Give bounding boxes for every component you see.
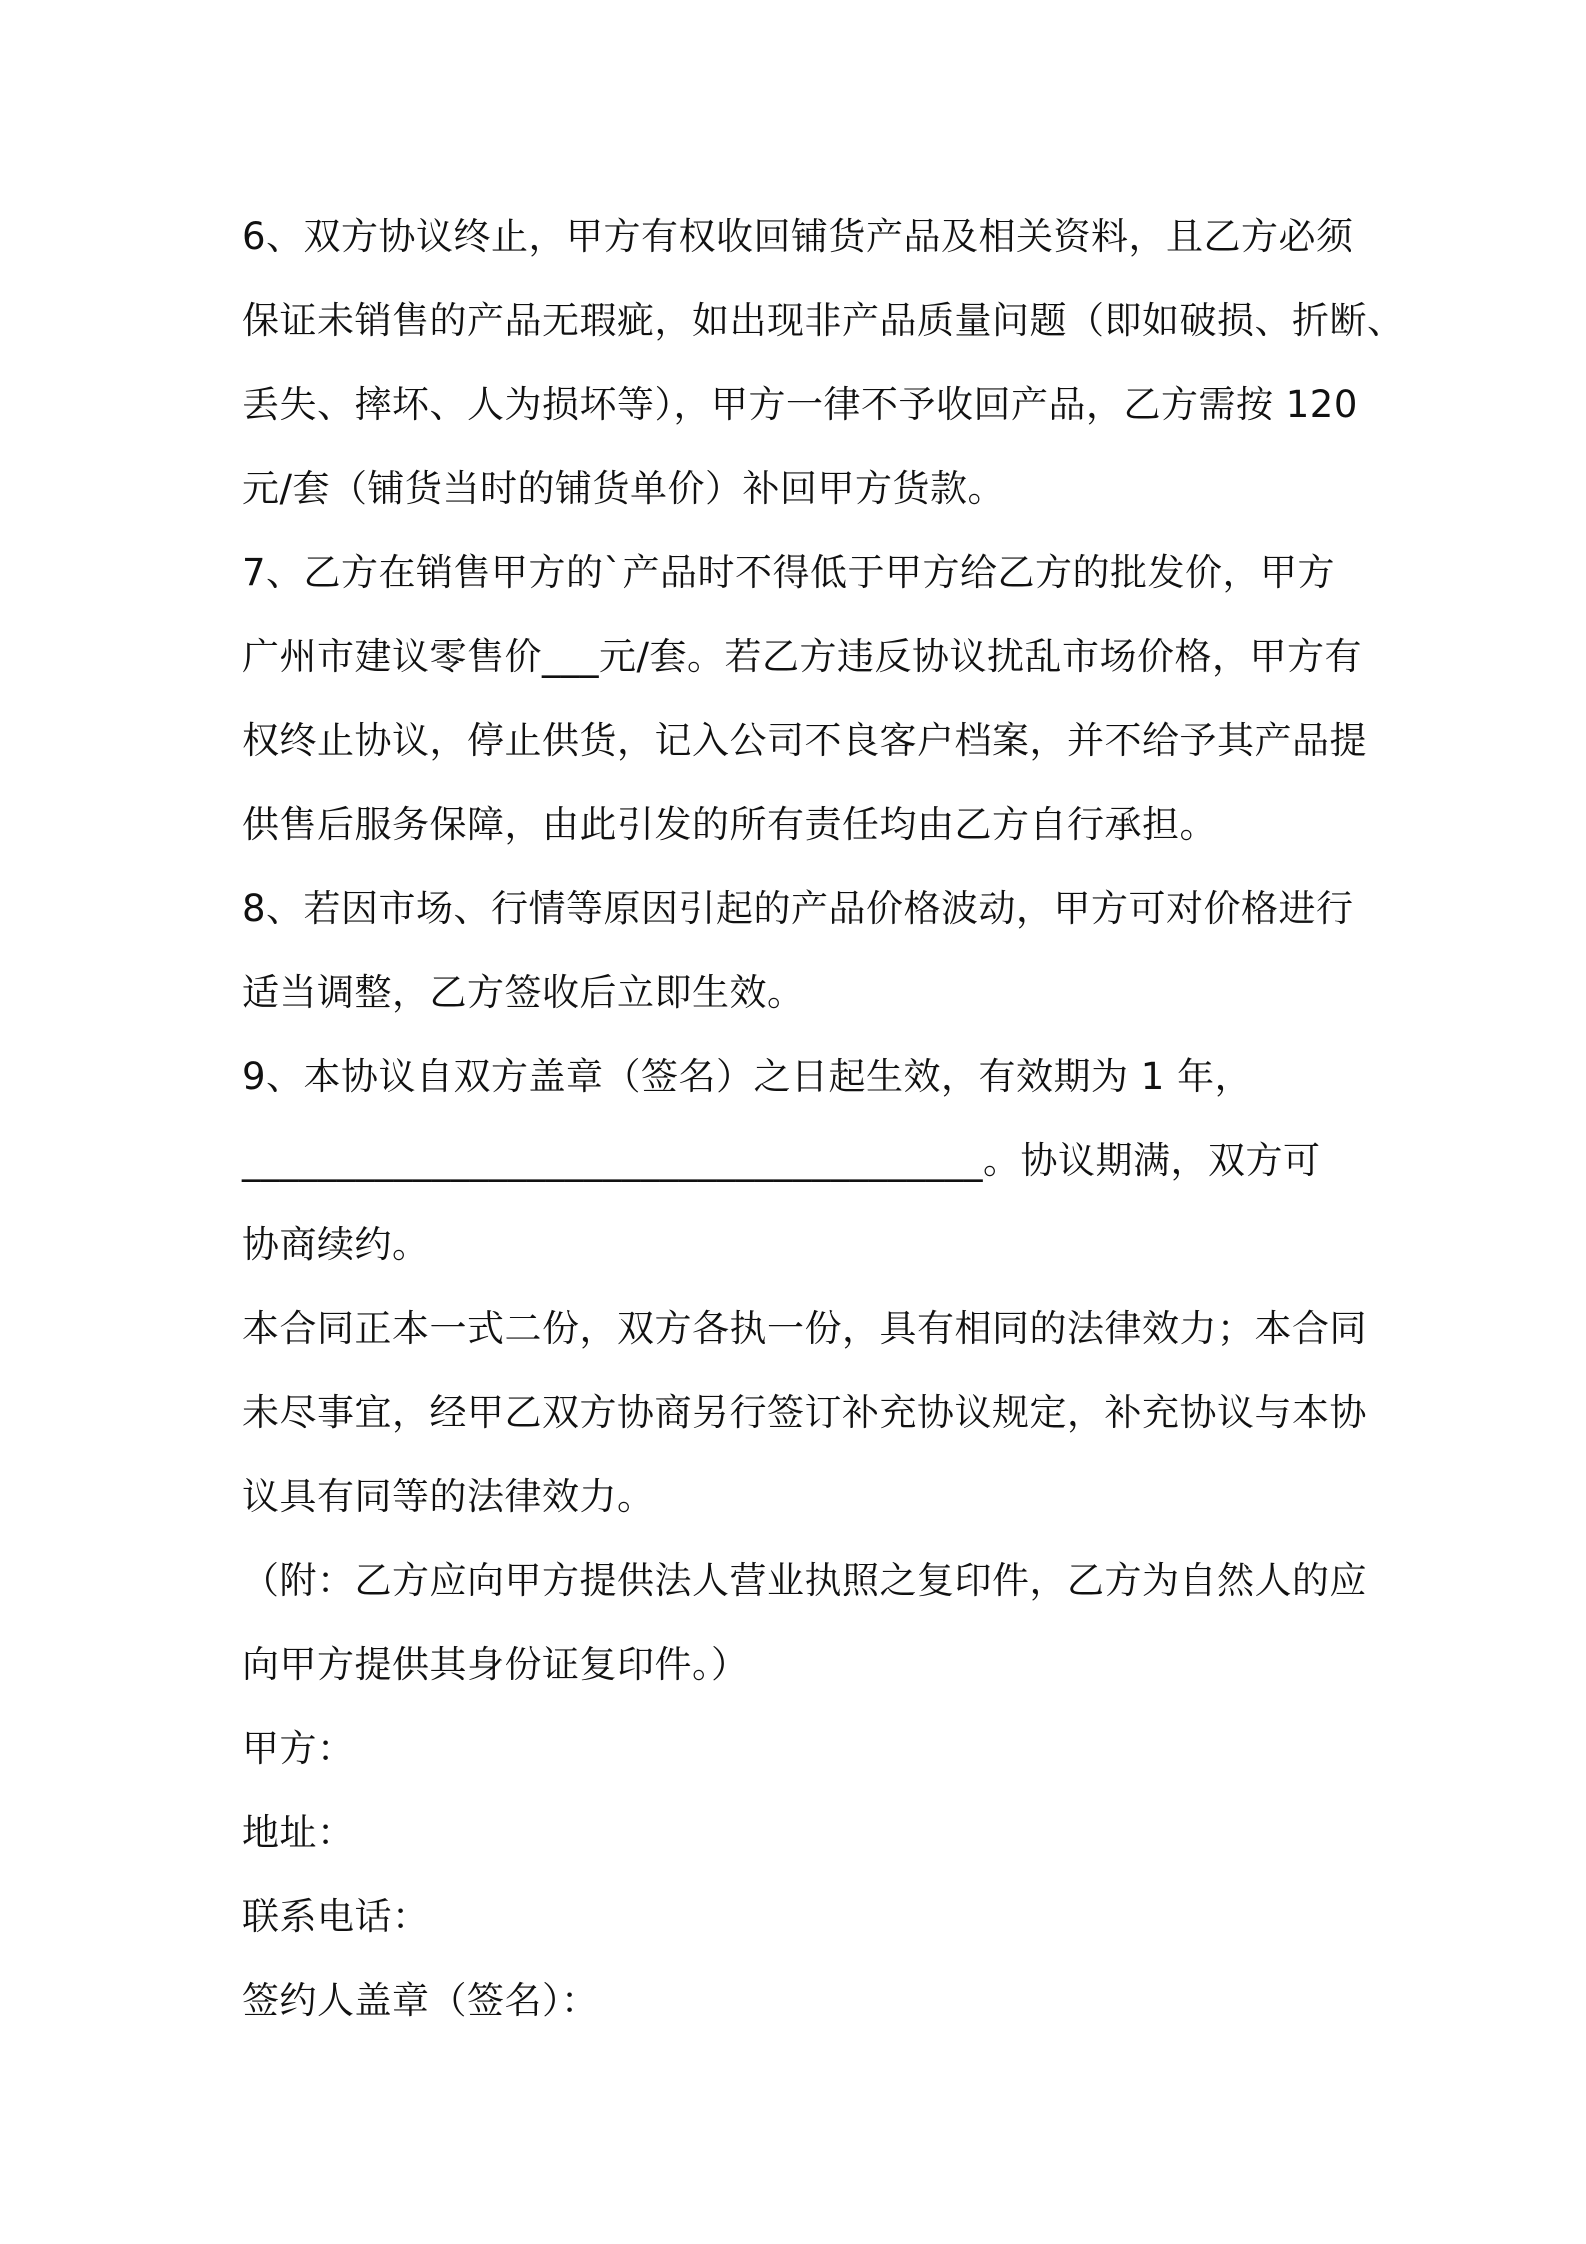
clause-8-line-1: 8、若因市场、行情等原因引起的产品价格波动，甲方可对价格进行 (242, 887, 1354, 930)
address-label: 地址： (242, 1811, 355, 1854)
contract-copies-line-2: 未尽事宜，经甲乙双方协商另行签订补充协议规定，补充协议与本协 (242, 1391, 1367, 1434)
clause-6-line-2: 保证未销售的产品无瑕疵，如出现非产品质量问题（即如破损、折断、 (242, 299, 1405, 342)
phone-label: 联系电话： (242, 1895, 430, 1938)
clause-7-line-1: 7、乙方在销售甲方的`产品时不得低于甲方给乙方的批发价，甲方 (242, 551, 1336, 594)
party-a-label: 甲方： (242, 1727, 355, 1770)
clause-7-line-3: 权终止协议，停止供货，记入公司不良客户档案，并不给予其产品提 (242, 719, 1367, 762)
signature-label: 签约人盖章（签名）： (242, 1979, 599, 2022)
clause-6-line-1: 6、双方协议终止，甲方有权收回铺货产品及相关资料，且乙方必须 (242, 215, 1354, 258)
clause-9-line-2: _______________________________________。协议期满，双方可 (242, 1139, 1321, 1182)
appendix-note-line-1: （附：乙方应向甲方提供法人营业执照之复印件，乙方为自然人的应 (242, 1559, 1367, 1602)
clause-8-line-2: 适当调整，乙方签收后立即生效。 (242, 971, 805, 1014)
clause-7-line-4: 供售后服务保障，由此引发的所有责任均由乙方自行承担。 (242, 803, 1217, 846)
document-body (242, 195, 1405, 2043)
clause-6-line-4: 元/套（铺货当时的铺货单价）补回甲方货款。 (242, 467, 1005, 510)
clause-9-line-1: 9、本协议自双方盖章（签名）之日起生效，有效期为 1 年， (242, 1055, 1253, 1098)
clause-6-line-3: 丢失、摔坏、人为损坏等），甲方一律不予收回产品，乙方需按 120 (242, 383, 1358, 426)
contract-copies-line-3: 议具有同等的法律效力。 (242, 1475, 655, 1518)
contract-copies-line-1: 本合同正本一式二份，双方各执一份，具有相同的法律效力；本合同 (242, 1307, 1367, 1350)
clause-7-line-2: 广州市建议零售价___元/套。若乙方违反协议扰乱市场价格，甲方有 (242, 635, 1362, 678)
appendix-note-line-2: 向甲方提供其身份证复印件。） (242, 1643, 749, 1686)
clause-9-line-3: 协商续约。 (242, 1223, 430, 1266)
